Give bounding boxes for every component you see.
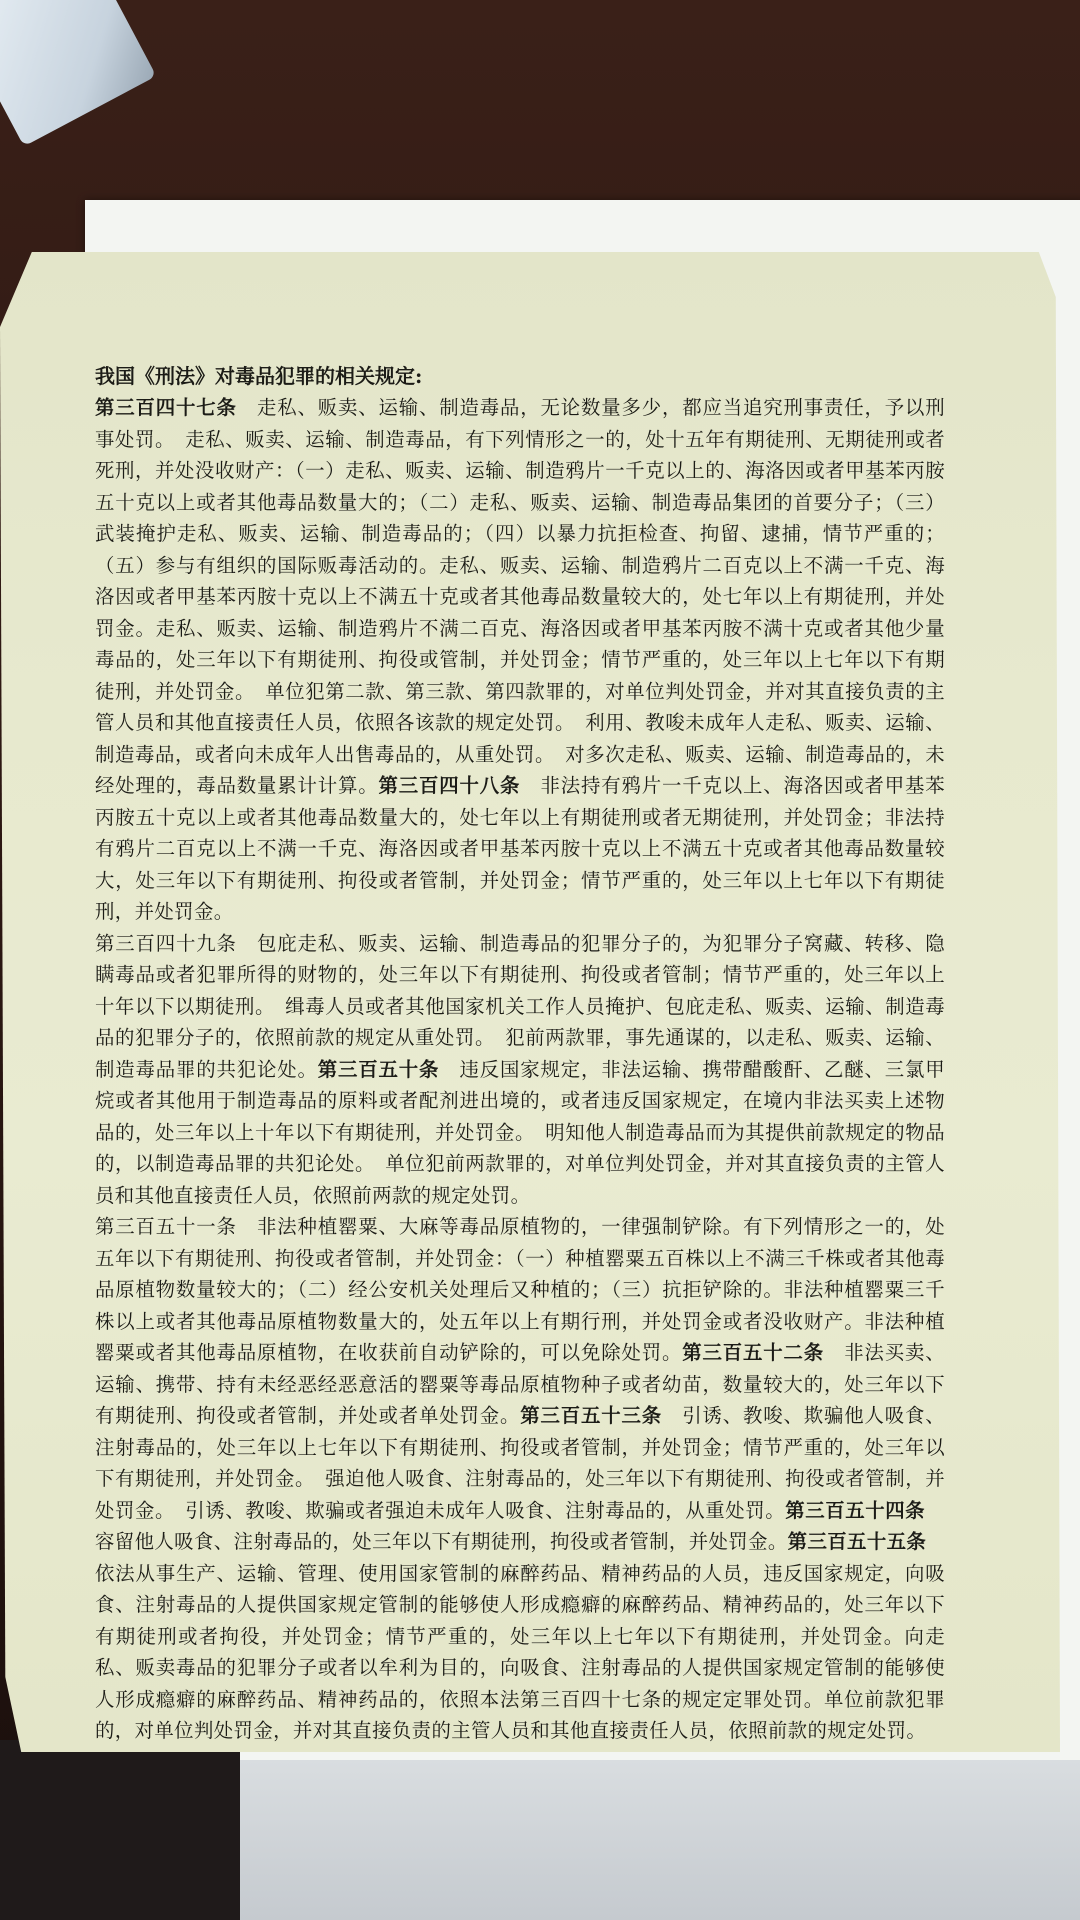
article-heading-350: 第三百五十条 — [317, 1057, 440, 1081]
paragraph-art349 — [95, 928, 945, 1212]
article-text-353: 引诱、教唆、欺骗他人吸食、注射毒品的，处三年以上七年以下有期徒刑、拘役或者管制，并处罚金；情节严重的，处三年以下有期徒刑，并处罚金。 强迫他人吸食、注射毒品的，处三年以下有期徒刑、拘役或者管制，并处罚金。 引诱、教唆、欺骗或者强迫未成年人吸食、注射毒品的，从重处罚。 — [95, 1404, 945, 1522]
article-text-352: 非法买卖、运输、携带、持有未经恶经恶意活的罂粟等毒品原植物种子或者幼苗，数量较大的，处三年以下有期徒刑、拘役或者管制，并处或者单处罚金。 — [95, 1341, 945, 1427]
paragraph-art351 — [95, 1211, 945, 1747]
article-heading-355: 第三百五十五条 — [787, 1530, 927, 1553]
article-heading-348: 第三百四十八条 — [378, 774, 521, 797]
article-text-351: 第三百五十一条 非法种植罂粟、大麻等毒品原植物的，一律强制铲除。有下列情形之一的，处五年以下有期徒刑、拘役或者管制，并处罚金：（一）种植罂粟五百株以上不满三千株或者其他毒品原植物数量较大的；（二）经公安机关处理后又种植的；（三）抗拒铲除的。非法种植罂粟三千株以上或者其他毒品原植物数量大的，处五年以上有期行刑，并处罚金或者没收财产。非法种植罂粟或者其他毒品原植物，在收获前自动铲除的，可以免除处罚。 — [95, 1215, 945, 1364]
dark-object — [0, 1740, 240, 1920]
article-text-354: 容留他人吸食、注射毒品的，处三年以下有期徒刑，拘役或者管制，并处罚金。 — [95, 1498, 945, 1553]
article-text-347: 走私、贩卖、运输、制造毒品，无论数量多少，都应当追究刑事责任，予以刑事处罚。 走私、贩卖、运输、制造毒品，有下列情形之一的，处十五年有期徒刑、无期徒刑或者死刑，并处没收财产：（一）走私、贩卖、运输、制造鸦片一千克以上的、海洛因或者甲基苯丙胺五十克以上或者其他毒品数量大的；（二）走私、贩卖、运输、制造毒品集团的首要分子；（三）武装掩护走私、贩卖、运输、制造毒品的；（四）以暴力抗拒检查、拘留、逮捕，情节严重的；（五）参与有组织的国际贩毒活动的。走私、贩卖、运输、制造鸦片二百克以上不满一千克、海洛因或者甲基苯丙胺十克以上不满五十克或者其他毒品数量较大的，处七年以上有期徒刑，并处罚金。走私、贩卖、运输、制造鸦片不满二百克、海洛因或者甲基苯丙胺不满十克或者其他少量毒品的，处三年以下有期徒刑、拘役或管制，并处罚金；情节严重的，处三年以上七年以下有期徒刑，并处罚金。 单位犯第二款、第三款、第四款罪的，对单位判处罚金，并对其直接负责的主管人员和其他直接责任人员，依照各该款的规定处罚。 利用、教唆未成年人走私、贩卖、运输、制造毒品，或者向未成年人出售毒品的，从重处罚。 对多次走私、贩卖、运输、制造毒品的，未经处理的，毒品数量累计计算。 — [95, 396, 945, 797]
article-heading-347: 第三百四十七条 — [95, 396, 237, 419]
article-text-350: 违反国家规定，非法运输、携带醋酸酐、乙醚、三氯甲烷或者其他用于制造毒品的原料或者配剂进出境的，或者违反国家规定，在境内非法买卖上述物品的，处三年以上十年以下有期徒刑，并处罚金。 明知他人制造毒品而为其提供前款规定的物品的，以制造毒品罪的共犯论处。 单位犯前两款罪的，对单位判处罚金，并对其直接负责的主管人员和其他直接责任人员，依照前两款的规定处罚。 — [95, 1057, 946, 1207]
document-title: 我国《刑法》对毒品犯罪的相关规定: — [95, 364, 423, 388]
article-text-348: 非法持有鸦片一千克以上、海洛因或者甲基苯丙胺五十克以上或者其他毒品数量大的，处七年以上有期徒刑或者无期徒刑，并处罚金；非法持有鸦片二百克以上不满一千克、海洛因或者甲基苯丙胺十克以上不满五十克或者其他毒品数量较大，处三年以下有期徒刑、拘役或者管制，并处罚金；情节严重的，处三年以上七年以下有期徒刑，并处罚金。 — [95, 774, 945, 923]
article-heading-352: 第三百五十二条 — [682, 1341, 824, 1364]
article-heading-354: 第三百五十四条 — [785, 1498, 926, 1522]
article-text-349: 第三百四十九条 包庇走私、贩卖、运输、制造毒品的犯罪分子的，为犯罪分子窝藏、转移、隐瞒毒品或者犯罪所得的财物的，处三年以下有期徒刑、拘役或者管制；情节严重的，处三年以上十年以下以期徒刑。 缉毒人员或者其他国家机关工作人员掩护、包庇走私、贩卖、运输、制造毒品的犯罪分子的，依照前款的规定从重处罚。 犯前两款罪，事先通谋的，以走私、贩卖、运输、制造毒品罪的共犯论处。 — [95, 931, 945, 1081]
bottom-paper-edge — [220, 1760, 1080, 1920]
article-heading-353: 第三百五十三条 — [520, 1404, 662, 1427]
paragraph-art347 — [95, 392, 945, 928]
document-text — [95, 360, 945, 1747]
article-text-355: 依法从事生产、运输、管理、使用国家管制的麻醉药品、精神药品的人员，违反国家规定，向吸食、注射毒品的人提供国家规定管制的能够使人形成瘾癖的麻醉药品、精神药品的，处三年以下有期徒刑或者拘役，并处罚金；情节严重的，处三年以上七年以下有期徒刑，并处罚金。向走私、贩卖毒品的犯罪分子或者以牟利为目的，向吸食、注射毒品的人提供国家规定管制的能够使人形成瘾癖的麻醉药品、精神药品的，依照本法第三百四十七条的规定定罪处罚。单位前款犯罪的，对单位判处罚金，并对其直接负责的主管人员和其他直接责任人员，依照前款的规定处罚。 — [95, 1530, 947, 1742]
